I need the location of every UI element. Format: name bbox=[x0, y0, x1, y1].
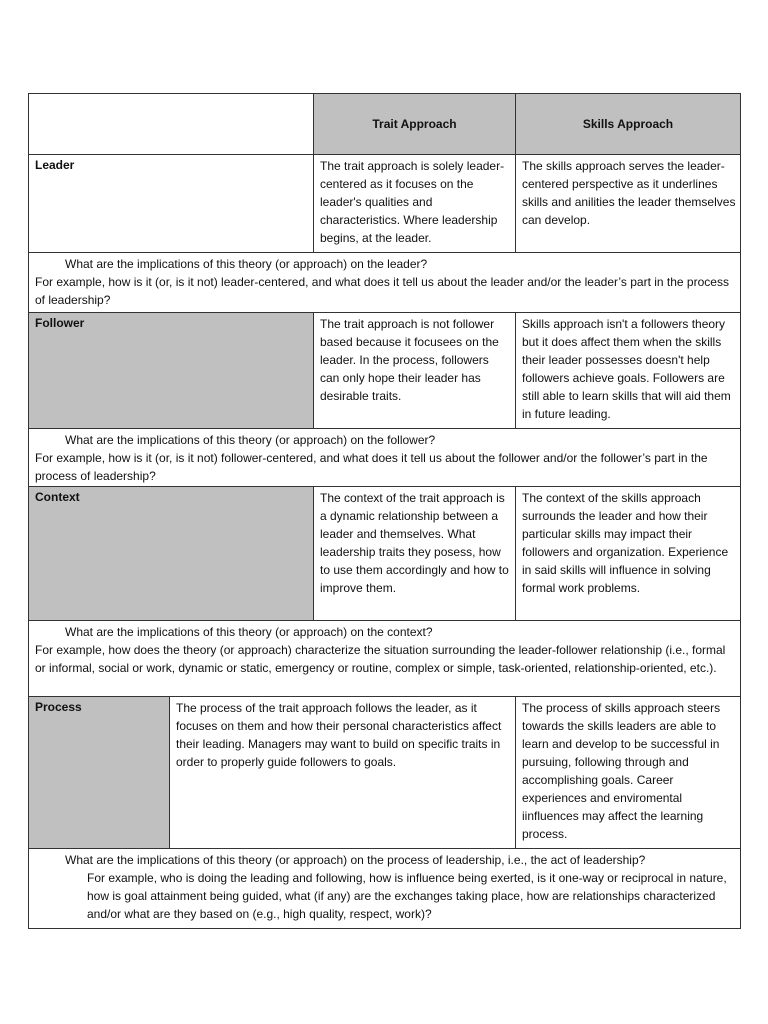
leader-trait-cell: The trait approach is solely leader-centered as it focuses on the leader's qualities and characteristics. Where leadership begins, at the leader. bbox=[313, 154, 516, 253]
follower-question-main: What are the implications of this theory (or approach) on the follower? bbox=[65, 433, 436, 447]
context-question-block bbox=[28, 620, 741, 697]
context-question-main: What are the implications of this theory (or approach) on the context? bbox=[65, 625, 433, 639]
row-label-process: Process bbox=[28, 696, 170, 849]
process-question-main: What are the implications of this theory (or approach) on the process of leadership, i.e., the act of leadership? bbox=[65, 853, 646, 867]
header-skills-approach: Skills Approach bbox=[515, 93, 741, 155]
row-label-leader: Leader bbox=[28, 154, 314, 253]
header-trait-approach: Trait Approach bbox=[313, 93, 516, 155]
header-empty-cell bbox=[28, 93, 314, 155]
follower-trait-cell: The trait approach is not follower based because it focusees on the leader. In the process, followers can only hope their leader has desirable traits. bbox=[313, 312, 516, 429]
process-skills-cell: The process of skills approach steers towards the skills leaders are able to learn and develop to be successful in pursuing, following through and accomplishing goals. Career experiences and enviromental iinfluences may affect the learning process. bbox=[515, 696, 741, 849]
follower-question-block bbox=[28, 428, 741, 487]
process-question-block bbox=[28, 848, 741, 929]
context-question-example: For example, how does the theory (or approach) characterize the situation surrounding the leader-follower relationship (i.e., formal or informal, social or work, dynamic or static, emergency or routine, complex or simple, task-oriented, relationship-oriented, etc.). bbox=[35, 643, 726, 675]
process-trait-cell: The process of the trait approach follows the leader, as it focuses on them and how their personal characteristics affect their leading. Managers may want to build on specific traits in order to properly guide followers to goals. bbox=[169, 696, 516, 849]
leader-question-main: What are the implications of this theory (or approach) on the leader? bbox=[65, 257, 428, 271]
leader-skills-cell: The skills approach serves the leader-centered perspective as it underlines skills and anilities the leader themselves can develop. bbox=[515, 154, 741, 253]
context-skills-cell: The context of the skills approach surrounds the leader and how their particular skills may impact their followers and organization. Experience in said skills will influence in solving formal work problems. bbox=[515, 486, 741, 621]
row-label-follower: Follower bbox=[28, 312, 314, 429]
process-question-example: For example, who is doing the leading and following, how is influence being exerted, is it one-way or reciprocal in nature, how is goal attainment being guided, what (if any) are the exchanges taking place, how are relationships characterized and/or what are they based on (e.g., high quality, respect, work)? bbox=[87, 871, 727, 921]
context-trait-cell: The context of the trait approach is a dynamic relationship between a leader and themselves. What leadership traits they posess, how to use them accordingly and how to improve them. bbox=[313, 486, 516, 621]
follower-question-example: For example, how is it (or, is it not) follower-centered, and what does it tell us about the follower and/or the follower’s part in the process of leadership? bbox=[35, 451, 708, 483]
leader-question-block bbox=[28, 252, 741, 313]
follower-skills-cell: Skills approach isn't a followers theory but it does affect them when the skills their leader possesses doesn't help followers achieve goals. Followers are still able to learn skills that will aid them in future leading. bbox=[515, 312, 741, 429]
row-label-context: Context bbox=[28, 486, 314, 621]
leader-question-example: For example, how is it (or, is it not) leader-centered, and what does it tell us about the leader and/or the leader’s part in the process of leadership? bbox=[35, 275, 729, 307]
